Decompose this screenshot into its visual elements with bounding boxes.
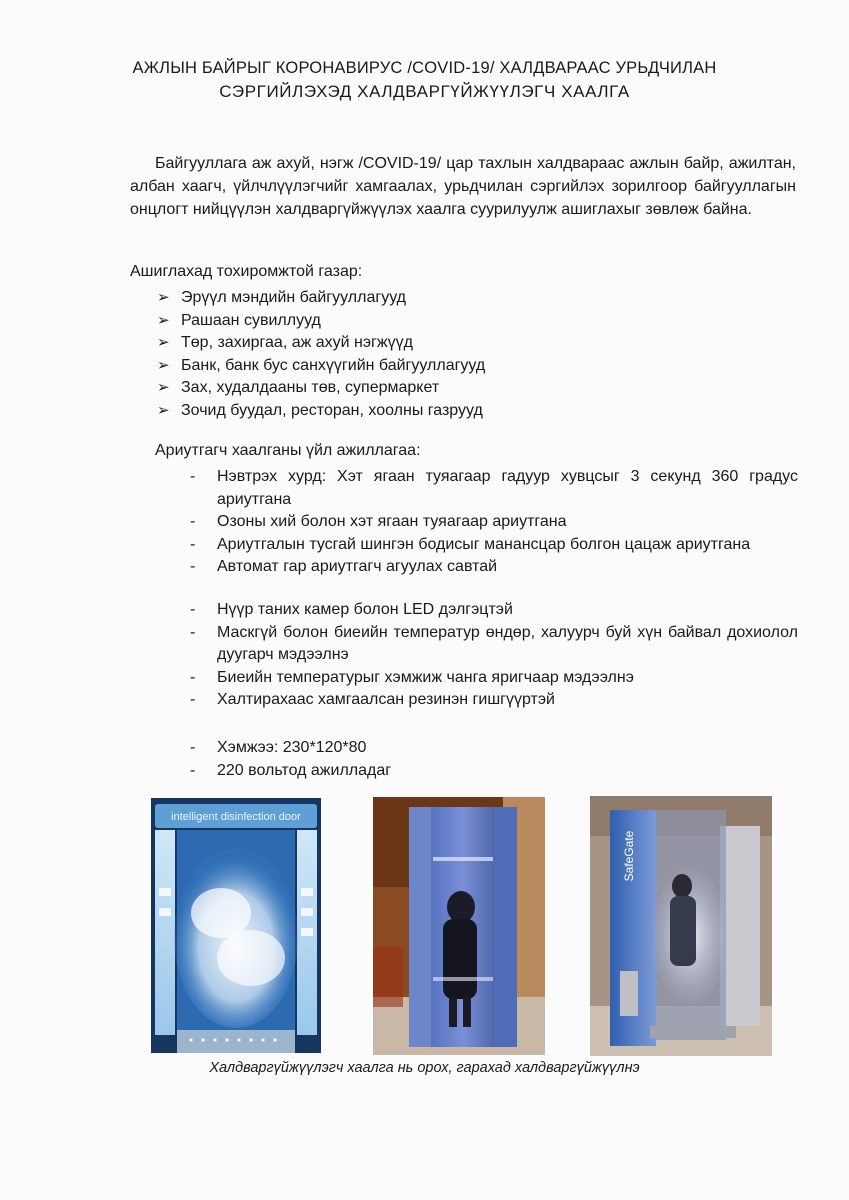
photo-disinfection-door-2 xyxy=(373,797,545,1055)
list-item: ➢ Рашаан сувиллууд xyxy=(157,310,485,333)
door-banner-text: intelligent disinfection door xyxy=(171,811,301,823)
heading-line-2: СЭРГИЙЛЭХЭД ХАЛДВАРГҮЙЖҮҮЛЭГЧ ХААЛГА xyxy=(219,82,630,101)
list-item: - 220 вольтод ажилладаг xyxy=(190,761,392,779)
door-illustration-2 xyxy=(373,797,545,1055)
list-item: ➢ Банк, банк бус санхүүгийн байгууллагууд xyxy=(157,355,485,378)
arrow-bullet-icon: ➢ xyxy=(157,379,170,397)
door-illustration-3 xyxy=(590,796,772,1056)
functions-list-2 xyxy=(190,599,798,712)
heading-line-1: АЖЛЫН БАЙРЫГ КОРОНАВИРУС /COVID-19/ ХАЛДВАРААС УРЬДЧИЛАН xyxy=(132,59,717,77)
functions-list-1 xyxy=(190,466,798,579)
arrow-bullet-icon: ➢ xyxy=(157,356,170,374)
places-list xyxy=(157,287,485,423)
intro-paragraph: Байгууллага аж ахуй, нэгж /COVID-19/ цар тахлын халдвараас ажлын байр, ажилтан, албан хаагч, үйлчлүүлэгчийг хамгаалах, урьдчилан сэргийлэх зорилгоор байгууллагын онцлогт нийцүүлэн халдваргүйжүүлэх хаалга суурилуулж ашиглахыг зөвлөж байна. xyxy=(130,155,796,218)
list-item: - Автомат гар ариутгагч агуулах савтай xyxy=(190,558,498,576)
list-item: ➢ Зочид буудал, ресторан, хоолны газрууд xyxy=(157,400,485,423)
list-item: - Маскгүй болон биеийн температур өндөр, халуурч буй хүн байвал дохиолол дуугарч мэдээлнэ xyxy=(190,623,798,664)
safegate-brand-text: SafeGate xyxy=(622,830,636,882)
functions-label: Ариутгагч хаалганы үйл ажиллагаа: xyxy=(155,442,421,459)
arrow-bullet-icon: ➢ xyxy=(157,311,170,329)
list-item: - Ариутгалын тусгай шингэн бодисыг манансцар болгон цацаж ариутгана xyxy=(190,535,751,553)
door-illustration-1 xyxy=(151,798,321,1053)
list-item: ➢ Төр, захиргаа, аж ахуй нэгжүүд xyxy=(157,332,485,355)
list-item: - Хэмжээ: 230*120*80 xyxy=(190,739,367,756)
functions-list-3 xyxy=(190,737,798,782)
arrow-bullet-icon: ➢ xyxy=(157,334,170,352)
list-item: ➢ Зах, худалдааны төв, супермаркет xyxy=(157,377,485,400)
photo-caption: Халдваргүйжүүлэгч хаалга нь орох, гарахад халдваргүйжүүлнэ xyxy=(209,1060,640,1076)
list-item: - Нүүр таних камер болон LED дэлгэцтэй xyxy=(190,601,513,618)
list-item: - Нэвтрэх хурд: Хэт ягаан туяагаар гадуур хувцсыг 3 секунд 360 градус ариутгана xyxy=(190,468,798,508)
photo-disinfection-door-1 xyxy=(151,798,321,1053)
places-label: Ашиглахад тохиромжтой газар: xyxy=(130,263,363,280)
list-item: - Халтирахаас хамгаалсан резинэн гишгүүртэй xyxy=(190,691,555,709)
list-item: - Озоны хий болон хэт ягаан туяагаар ариутгана xyxy=(190,513,567,531)
list-item: - Биеийн температурыг хэмжиж чанга яригчаар мэдээлнэ xyxy=(190,668,634,686)
arrow-bullet-icon: ➢ xyxy=(157,289,170,306)
list-item: ➢ Эрүүл мэндийн байгууллагууд xyxy=(157,287,485,310)
arrow-bullet-icon: ➢ xyxy=(157,401,170,419)
photo-disinfection-door-3 xyxy=(590,796,772,1056)
